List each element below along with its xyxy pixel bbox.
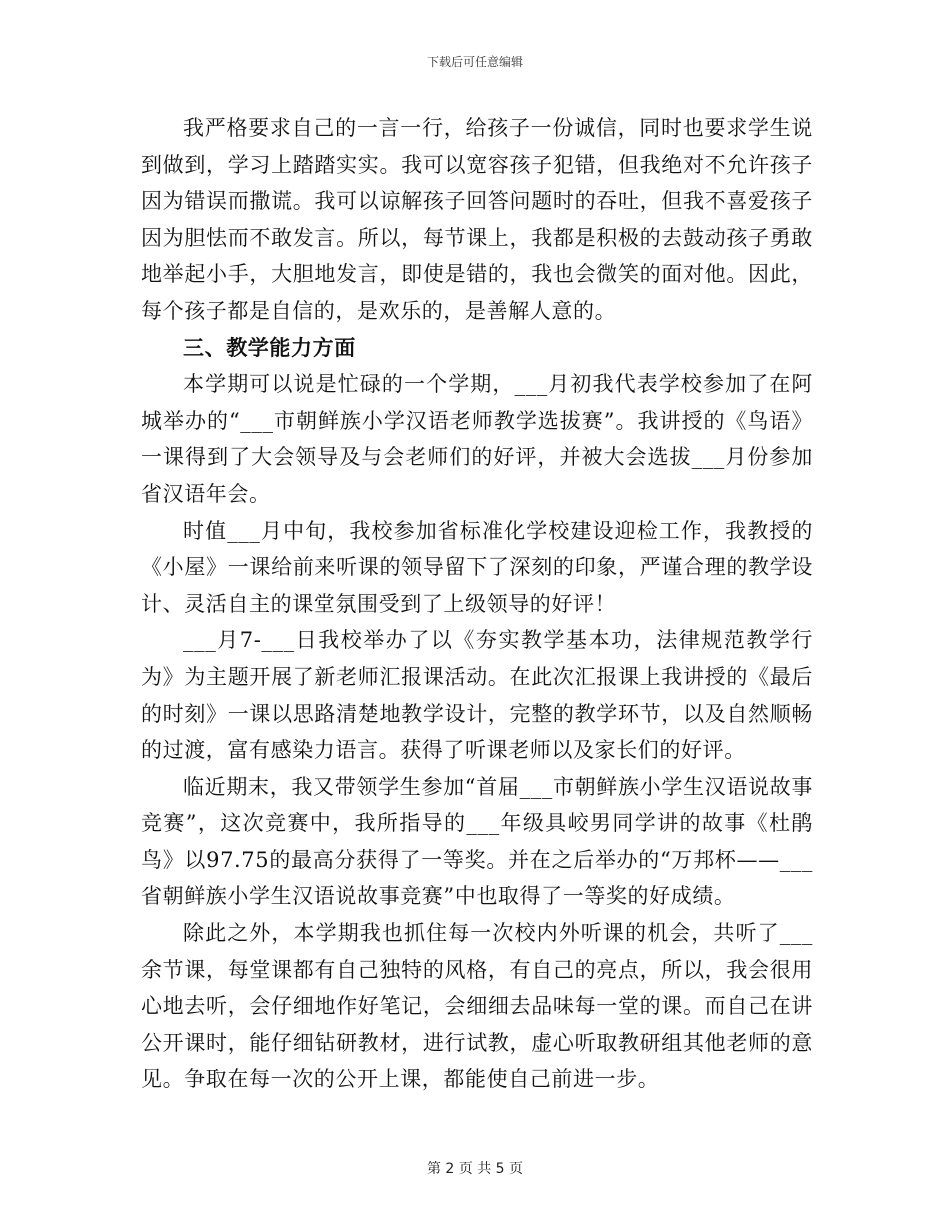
paragraph-standardization-inspection: 时值___月中旬，我校参加省标准化学校建设迎检工作，我教授的《小屋》一课给前来听课的领导留下了深刻的印象，严谨合理的教学设计、灵活自主的课堂氛围受到了上级领导的好评！: [141, 518, 813, 616]
paragraph-lesson-observation: 除此之外，本学期我也抓住每一次校内外听课的机会，共听了___余节课，每堂课都有自己独特的风格，有自己的亮点，所以，我会很用心地去听，会仔细地作好笔记，会细细去品味每一堂的课。而自己在讲公开课时，能仔细钻研教材，进行试教，虚心听取教研组其他老师的意见。争取在每一次的公开上课，都能使自己前进一步。: [141, 921, 813, 1092]
paragraph-storytelling-contest: 临近期末，我又带领学生参加“首届___市朝鲜族小学生汉语说故事竞赛”，这次竞赛中，我所指导的___年级具峧男同学讲的故事《杜鹃鸟》以97.75的最高分获得了一等奖。并在之后举办的“万邦杯——___省朝鲜族小学生汉语说故事竞赛”中也取得了一等奖的好成绩。: [141, 774, 813, 909]
paragraph-selection-contest: 本学期可以说是忙碌的一个学期，___月初我代表学校参加了在阿城举办的“___市朝鲜族小学汉语老师教学选拔赛”。我讲授的《鸟语》一课得到了大会领导及与会老师们的好评，并被大会选拔___月份参加省汉语年会。: [141, 372, 813, 506]
page-header-note: 下载后可任意编辑: [426, 55, 523, 69]
paragraph-honesty: 我严格要求自己的一言一行，给孩子一份诚信，同时也要求学生说到做到，学习上踏踏实实。我可以宽容孩子犯错，但我绝对不允许孩子因为错误而撒谎。我可以谅解孩子回答问题时的吞吐，但我不喜爱孩子因为胆怯而不敢发言。所以，每节课上，我都是积极的去鼓动孩子勇敢地举起小手，大胆地发言，即使是错的，我也会微笑的面对他。因此，每个孩子都是自信的，是欢乐的，是善解人意的。: [141, 116, 813, 323]
section-heading-teaching-ability: 三、教学能力方面: [183, 334, 356, 360]
page-number-footer: 第 2 页 共 5 页: [426, 1161, 524, 1177]
document-body: [141, 110, 813, 1098]
paragraph-new-teacher-report: ___月7-___日我校举办了以《夯实教学基本功，法律规范教学行为》为主题开展了新老师汇报课活动。在此次汇报课上我讲授的《最后的时刻》一课以思路清楚地教学设计，完整的教学环节，以及自然顺畅的过渡，富有感染力语言。获得了听课老师以及家长们的好评。: [141, 628, 813, 763]
